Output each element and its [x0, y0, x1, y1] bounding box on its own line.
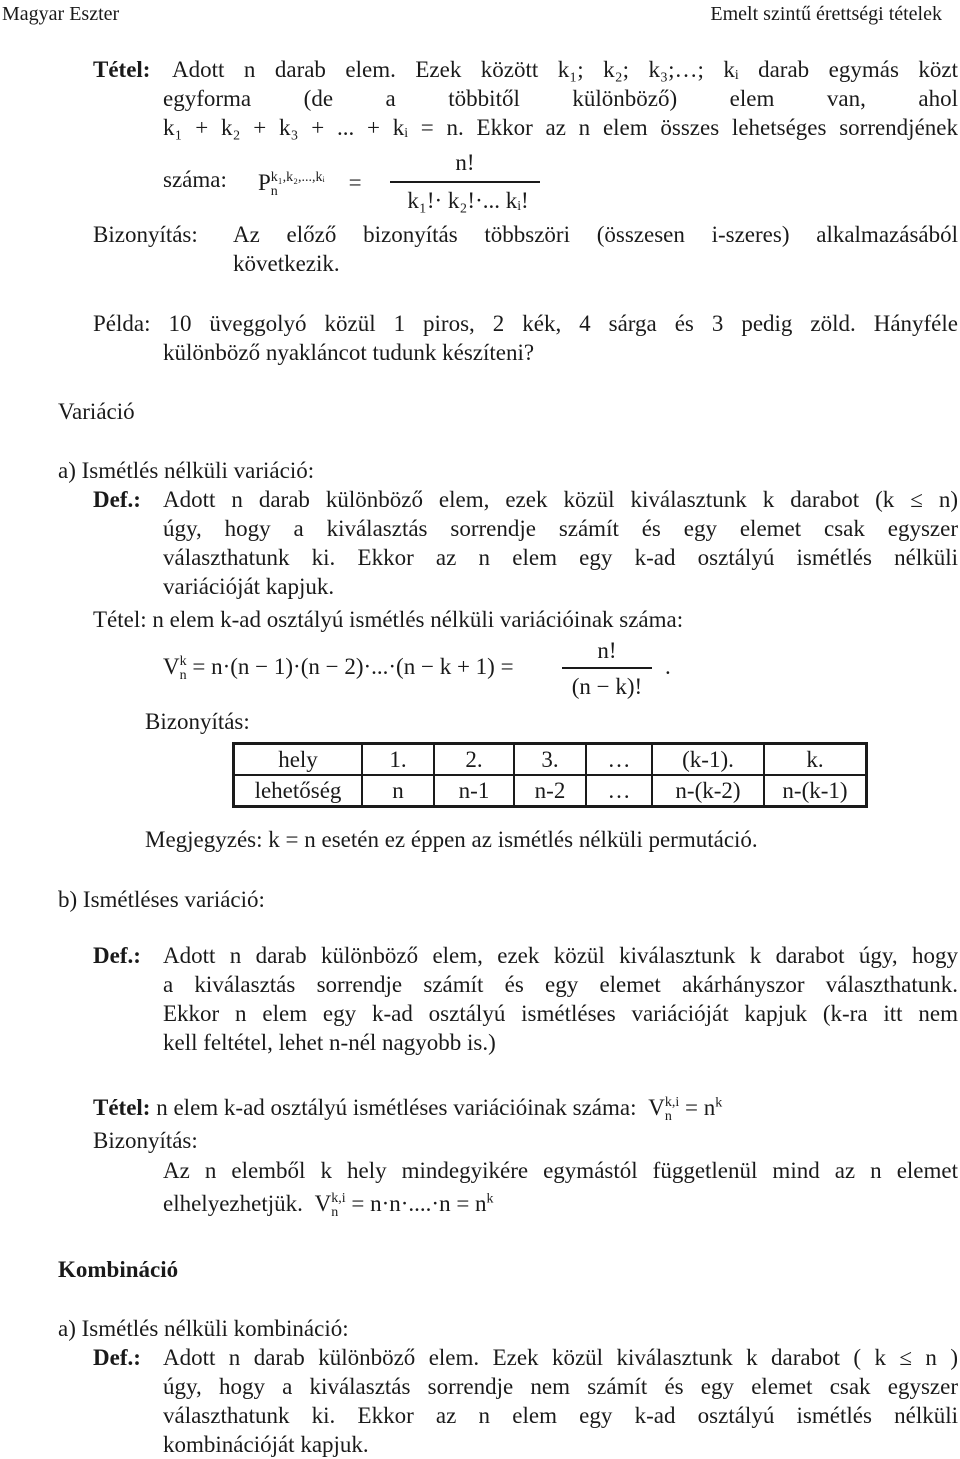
table-cell: 2.: [434, 744, 514, 776]
variation-a-fraction-bar: [562, 667, 652, 669]
table-cell: 3.: [514, 744, 586, 776]
variation-b-proof-label: Bizonyítás:: [93, 1128, 198, 1153]
proof-line-2: következik.: [233, 251, 340, 276]
proof-label: Bizonyítás:: [93, 222, 198, 247]
example-line-1: Példa: 10 üveggolyó közül 1 piros, 2 kék, 4 sárga és 3 pedig zöld. Hányféle: [93, 311, 958, 336]
perm-fraction-bar: [390, 181, 540, 183]
theorem-line-3: k₁ + k₂ + k₃ + ... + kᵢ = n. Ekkor az n elem összes lehetséges sorrendjének: [163, 115, 958, 140]
perm-formula-lhs: P k₁,k₂,...,kᵢ n =: [258, 169, 362, 199]
variation-a-def-label: Def.:: [93, 487, 141, 512]
header-author: Magyar Eszter: [2, 3, 120, 25]
combination-heading: Kombináció: [58, 1257, 179, 1282]
combination-a-def-line-3: választhatunk ki. Ekkor az n elem egy k-ad osztályú ismétlés nélküli: [163, 1403, 958, 1428]
variation-a-numerator: n!: [597, 638, 617, 663]
variation-a-def-line-2: úgy, hogy a kiválasztás sorrendje számít és egy elemet csak egyszer: [163, 516, 958, 541]
table-cell: …: [586, 744, 652, 776]
variation-a-formula: V k n = n·(n − 1)·(n − 2)·...·(n − k + 1) =: [163, 653, 514, 683]
variation-a-note: Megjegyzés: k = n esetén ez éppen az ismétlés nélküli permutáció.: [145, 827, 758, 852]
variation-b-def-line-4: kell feltétel, lehet n-nél nagyobb is.): [163, 1030, 496, 1055]
table-cell: n-(k-2): [652, 775, 764, 807]
table-cell: n-1: [434, 775, 514, 807]
table-cell: …: [586, 775, 652, 807]
table-row: [234, 744, 867, 776]
variation-a-table: [232, 742, 868, 808]
variation-b-proof-line-2: elhelyezhetjük. V k,i n = $n\cdot n\cdot....\cdot n = n^k$: [163, 1190, 494, 1220]
table-cell: lehetőség: [234, 775, 363, 807]
header-title: Emelt szintű érettségi tételek: [710, 3, 942, 25]
table-row: [234, 775, 867, 807]
variation-a-theorem: Tétel: n elem k-ad osztályú ismétlés nélküli variációinak száma:: [93, 607, 684, 632]
table-cell: 1.: [362, 744, 434, 776]
table-cell: n: [362, 775, 434, 807]
variation-b-def-line-3: Ekkor n elem egy k-ad osztályú ismétléses variációját kapjuk (k-ra itt nem: [163, 1001, 958, 1026]
variation-a-def-line-3: választhatunk ki. Ekkor az n elem egy k-ad osztályú ismétlés nélküli: [163, 545, 958, 570]
variation-a-title: a) Ismétlés nélküli variáció:: [58, 458, 315, 483]
theorem-line-2: egyforma (de a többitől különböző) elem van, ahol: [163, 86, 958, 111]
table-cell: n-(k-1): [764, 775, 867, 807]
table-cell: (k-1).: [652, 744, 764, 776]
combination-a-def-line-2: úgy, hogy a kiválasztás sorrendje nem számít és egy elemet csak egyszer: [163, 1374, 958, 1399]
variation-b-def-line-1: Adott n darab különböző elem, ezek közül kiválasztunk k darabot úgy, hogy: [163, 943, 958, 968]
table-cell: hely: [234, 744, 363, 776]
variation-heading: Variáció: [58, 399, 135, 424]
variation-a-def-line-4: variációját kapjuk.: [163, 574, 335, 599]
proof-line-1: Az előző bizonyítás többszöri (összesen i-szeres) alkalmazásából: [233, 222, 958, 247]
variation-b-def-line-2: a kiválasztás sorrendje számít és egy elemet akárhányszor választhatunk.: [163, 972, 958, 997]
variation-a-def-line-1: Adott n darab különböző elem, ezek közül kiválasztunk k darabot (k ≤ n): [163, 487, 958, 512]
count-label: száma:: [163, 167, 227, 192]
example-line-2: különböző nyakláncot tudunk készíteni?: [163, 340, 535, 365]
theorem-line-1: Adott n darab elem. Ezek között k₁; k₂; k₃;…; kᵢ darab egymás közt: [172, 57, 958, 82]
variation-b-def-label: Def.:: [93, 943, 141, 968]
table-cell: k.: [764, 744, 867, 776]
combination-a-def-line-1: Adott n darab különböző elem. Ezek közül kiválasztunk k darabot ( k ≤ n ): [163, 1345, 958, 1370]
theorem-label: Tétel:: [93, 57, 151, 82]
combination-a-def-line-4: kombinációját kapjuk.: [163, 1432, 369, 1457]
table-cell: n-2: [514, 775, 586, 807]
variation-a-denominator: (n − k)!: [571, 674, 643, 699]
combination-a-title: a) Ismétlés nélküli kombináció:: [58, 1316, 349, 1341]
variation-b-title: b) Ismétléses variáció:: [58, 887, 265, 912]
combination-a-def-label: Def.:: [93, 1345, 141, 1370]
perm-denominator: k₁!· k₂!·... kᵢ!: [407, 188, 529, 213]
variation-b-proof-line-1: Az n elemből k hely mindegyikére egymástól függetlenül mind az n elemet: [163, 1158, 958, 1183]
variation-b-theorem: Tétel: n elem k-ad osztályú ismétléses variációinak száma: V k,i n = $n^k$: [93, 1094, 723, 1124]
variation-a-formula-end: .: [665, 654, 671, 679]
variation-a-proof-label: Bizonyítás:: [145, 709, 250, 734]
perm-numerator: n!: [455, 150, 475, 175]
